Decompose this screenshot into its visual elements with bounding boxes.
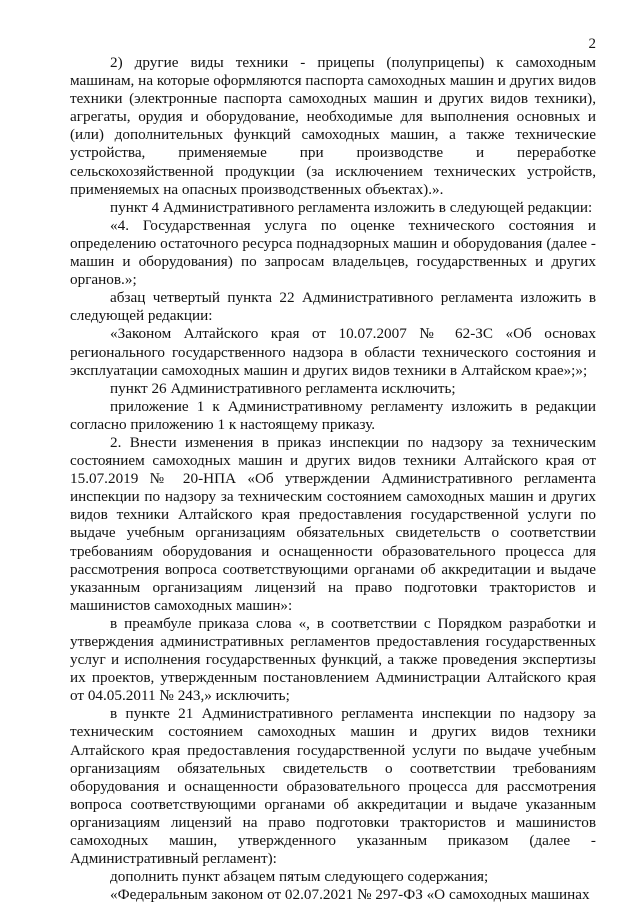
paragraph-item-21: в пункте 21 Административного регламента инспекции по надзору за техническим состоянием самоходных машин и других видов техники Алтайского края предоставления государственной услуги по выдаче учебным организациям обязательных свидетельств о соответствии требованиям оборудования и оснащенности образовательного процесса для рассмотрения вопроса соответствующими органами об аккредитации и выдаче указанным организациям лицензий на право подготовки трактористов и машинистов самоходных машин, утвержденного указанным приказом (далее - Административный регламент): — [70, 705, 596, 868]
paragraph-item-4-text: «4. Государственная услуга по оценке технического состояния и определению остаточного ресурса поднадзорных машин и оборудования (далее - машин и оборудования) по запросам владельцев, государственных и других органов.»; — [70, 216, 596, 289]
paragraph-item-4-instruction: пункт 4 Административного регламента изложить в следующей редакции: — [110, 198, 593, 216]
page-number: 2 — [588, 36, 596, 52]
paragraph-preamble: в преамбуле приказа слова «, в соответствии с Порядком разработки и утверждения административных регламентов предоставления государственных услуг и исполнения государственных функций, а также проведения экспертизы их проектов, утвержденным постановлением Администрации Алтайского края от 04.05.2011 № 243,» исключить; — [70, 614, 596, 705]
paragraph-item-22-instruction: абзац четвертый пункта 22 Административного регламента изложить в следующей редакции: — [70, 289, 596, 325]
paragraph-other-equipment: 2) другие виды техники - прицепы (полуприцепы) к самоходным машинам, на которые оформляются паспорта самоходных машин и других видов техники (электронные паспорта самоходных машин и других видов техники), агрегаты, орудия и оборудование, необходимые для выполнения основных и (или) дополнительных функций самоходных машин, а также технические устройства, применяемые при производстве и переработке сельскохозяйственной продукции (за исключением технических устройств, применяемых на опасных производственных объектах).». — [70, 54, 596, 198]
document-body — [70, 54, 596, 904]
paragraph-amend-order: 2. Внести изменения в приказ инспекции по надзору за техническим состоянием самоходных машин и других видов техники Алтайского края от 15.07.2019 № 20-НПА «Об утверждении Административного регламента инспекции по надзору за техническим состоянием самоходных машин и других видов техники Алтайского края предоставления государственной услуги по выдаче учебным организациям обязательных свидетельств о соответствии требованиям оборудования и оснащенности образовательного процесса для рассмотрения вопроса соответствующими органами об аккредитации и выдаче указанным организациям лицензий на право подготовки трактористов и машинистов самоходных машин»: — [70, 433, 596, 614]
paragraph-item-22-text: «Законом Алтайского края от 10.07.2007 № 62-ЗС «Об основах регионального государственного надзора в области технического состояния и эксплуатации самоходных машин и других видов техники в Алтайском крае»;»; — [70, 325, 596, 379]
paragraph-add-fifth-para: дополнить пункт абзацем пятым следующего содержания; — [110, 868, 489, 886]
paragraph-federal-law: «Федеральным законом от 02.07.2021 № 297-ФЗ «О самоходных машинах — [110, 886, 590, 904]
paragraph-item-26-exclude: пункт 26 Административного регламента исключить; — [110, 379, 456, 397]
paragraph-appendix-1: приложение 1 к Административному регламенту изложить в редакции согласно приложению 1 к настоящему приказу. — [70, 397, 596, 433]
